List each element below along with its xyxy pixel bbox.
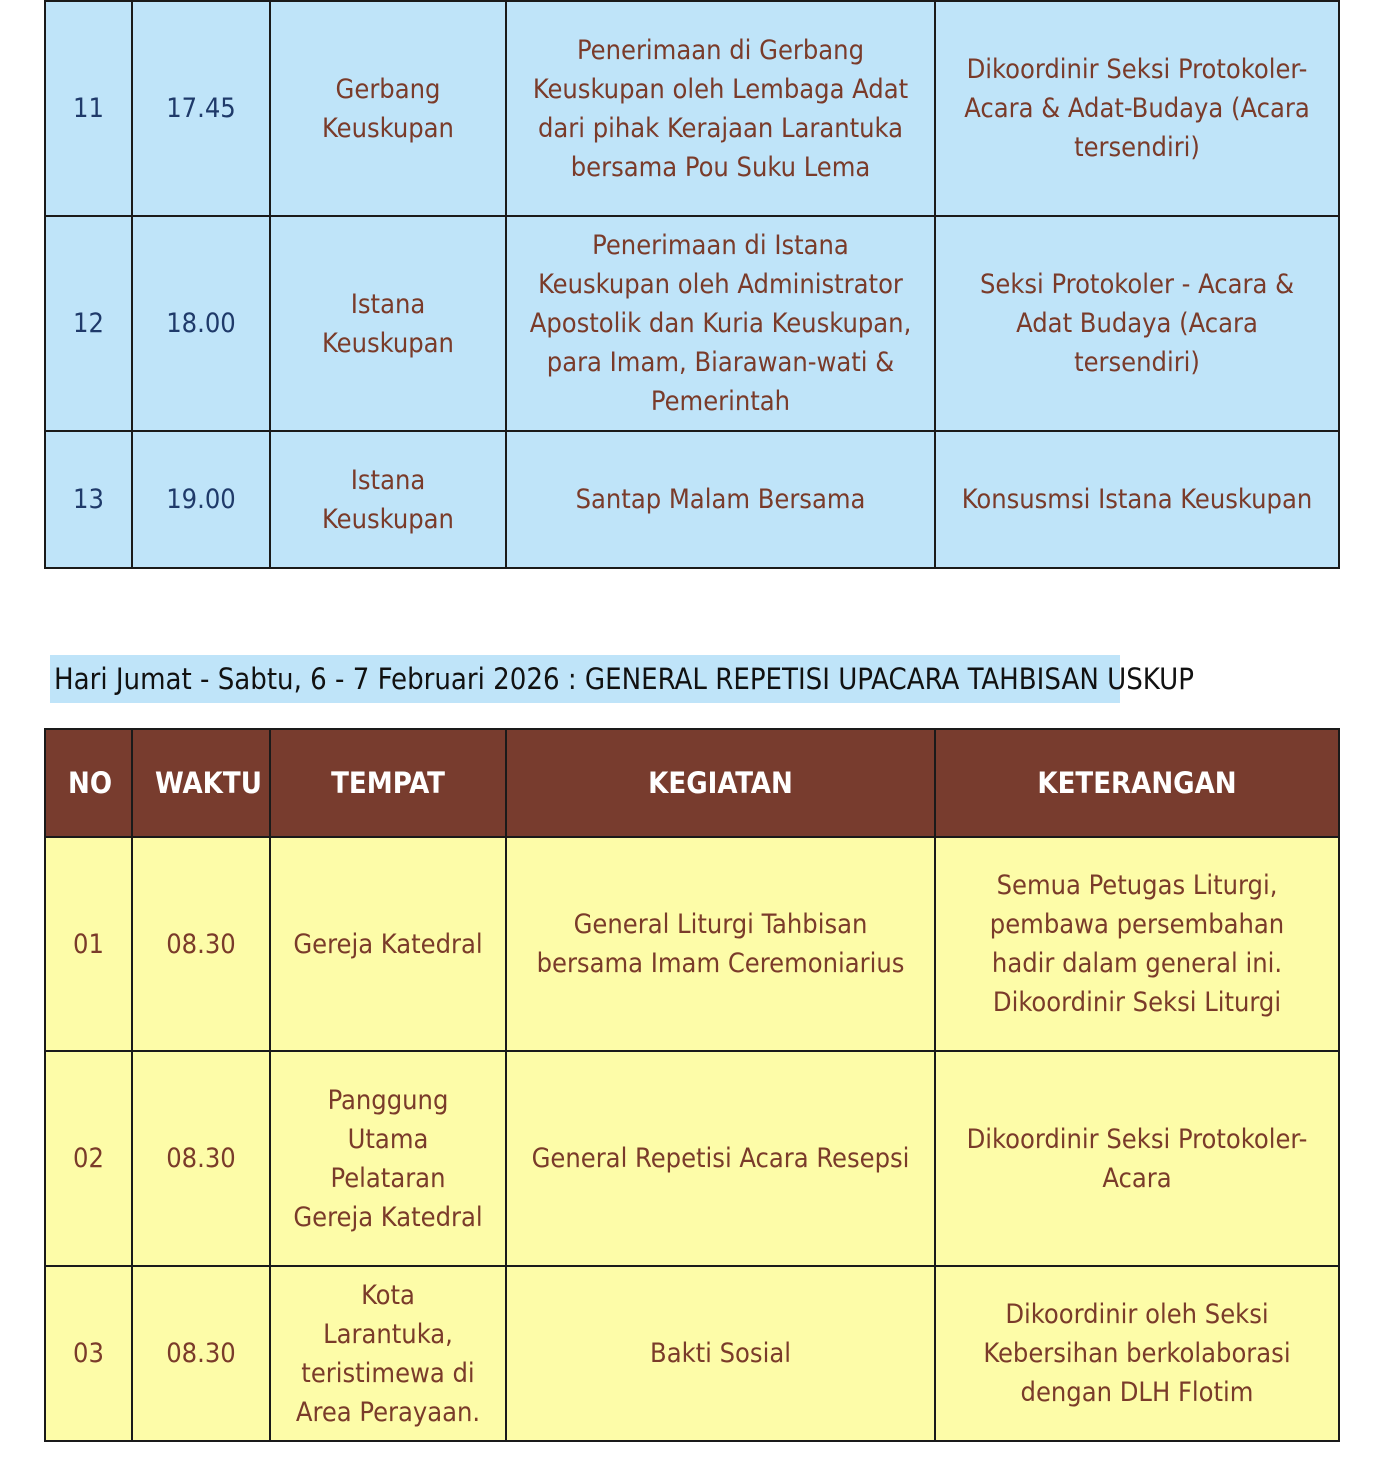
cell-keterangan: Semua Petugas Liturgi, pembawa persembahan hadir dalam general ini. Dikoordinir Seksi Liturgi [935,837,1339,1051]
cell-tempat: Kota Larantuka, teristimewa di Area Perayaan. [270,1266,506,1441]
cell-waktu: 18.00 [132,216,270,431]
cell-waktu: 08.30 [132,1266,270,1441]
cell-no: 13 [45,431,132,568]
cell-no: 11 [45,1,132,216]
table-header-row [45,729,1339,837]
cell-no: 01 [45,837,132,1051]
cell-kegiatan: Bakti Sosial [506,1266,935,1441]
cell-tempat: Istana Keuskupan [270,216,506,431]
table-row [45,837,1339,1051]
schedule-table-general-rehearsal [44,728,1340,1442]
cell-tempat: Panggung Utama Pelataran Gereja Katedral [270,1051,506,1266]
table-row [45,431,1339,568]
cell-kegiatan: Santap Malam Bersama [506,431,935,568]
table-row [45,216,1339,431]
header-no: NO [45,729,132,837]
cell-no: 12 [45,216,132,431]
cell-keterangan: Dikoordinir Seksi Protokoler-Acara [935,1051,1339,1266]
table-row [45,1051,1339,1266]
schedule-table-continued [44,0,1340,569]
cell-tempat: Istana Keuskupan [270,431,506,568]
cell-keterangan: Konsusmsi Istana Keuskupan [935,431,1339,568]
header-keterangan: KETERANGAN [935,729,1339,837]
cell-waktu: 17.45 [132,1,270,216]
cell-kegiatan: Penerimaan di Gerbang Keuskupan oleh Lembaga Adat dari pihak Kerajaan Larantuka bersama Pou Suku Lema [506,1,935,216]
cell-tempat: Gerbang Keuskupan [270,1,506,216]
cell-kegiatan: Penerimaan di Istana Keuskupan oleh Administrator Apostolik dan Kuria Keuskupan, para Imam, Biarawan-wati & Pemerintah [506,216,935,431]
cell-waktu: 19.00 [132,431,270,568]
cell-kegiatan: General Repetisi Acara Resepsi [506,1051,935,1266]
section-title: Hari Jumat - Sabtu, 6 - 7 Februari 2026 : GENERAL REPETISI UPACARA TAHBISAN USKUP [50,655,1120,703]
cell-tempat: Gereja Katedral [270,837,506,1051]
cell-keterangan: Seksi Protokoler - Acara & Adat Budaya (Acara tersendiri) [935,216,1339,431]
header-waktu: WAKTU [132,729,270,837]
cell-keterangan: Dikoordinir Seksi Protokoler-Acara & Adat-Budaya (Acara tersendiri) [935,1,1339,216]
table-row [45,1,1339,216]
table-row [45,1266,1339,1441]
cell-keterangan: Dikoordinir oleh Seksi Kebersihan berkolaborasi dengan DLH Flotim [935,1266,1339,1441]
cell-waktu: 08.30 [132,837,270,1051]
cell-kegiatan: General Liturgi Tahbisan bersama Imam Ceremoniarius [506,837,935,1051]
cell-waktu: 08.30 [132,1051,270,1266]
cell-no: 02 [45,1051,132,1266]
header-tempat: TEMPAT [270,729,506,837]
cell-no: 03 [45,1266,132,1441]
header-kegiatan: KEGIATAN [506,729,935,837]
